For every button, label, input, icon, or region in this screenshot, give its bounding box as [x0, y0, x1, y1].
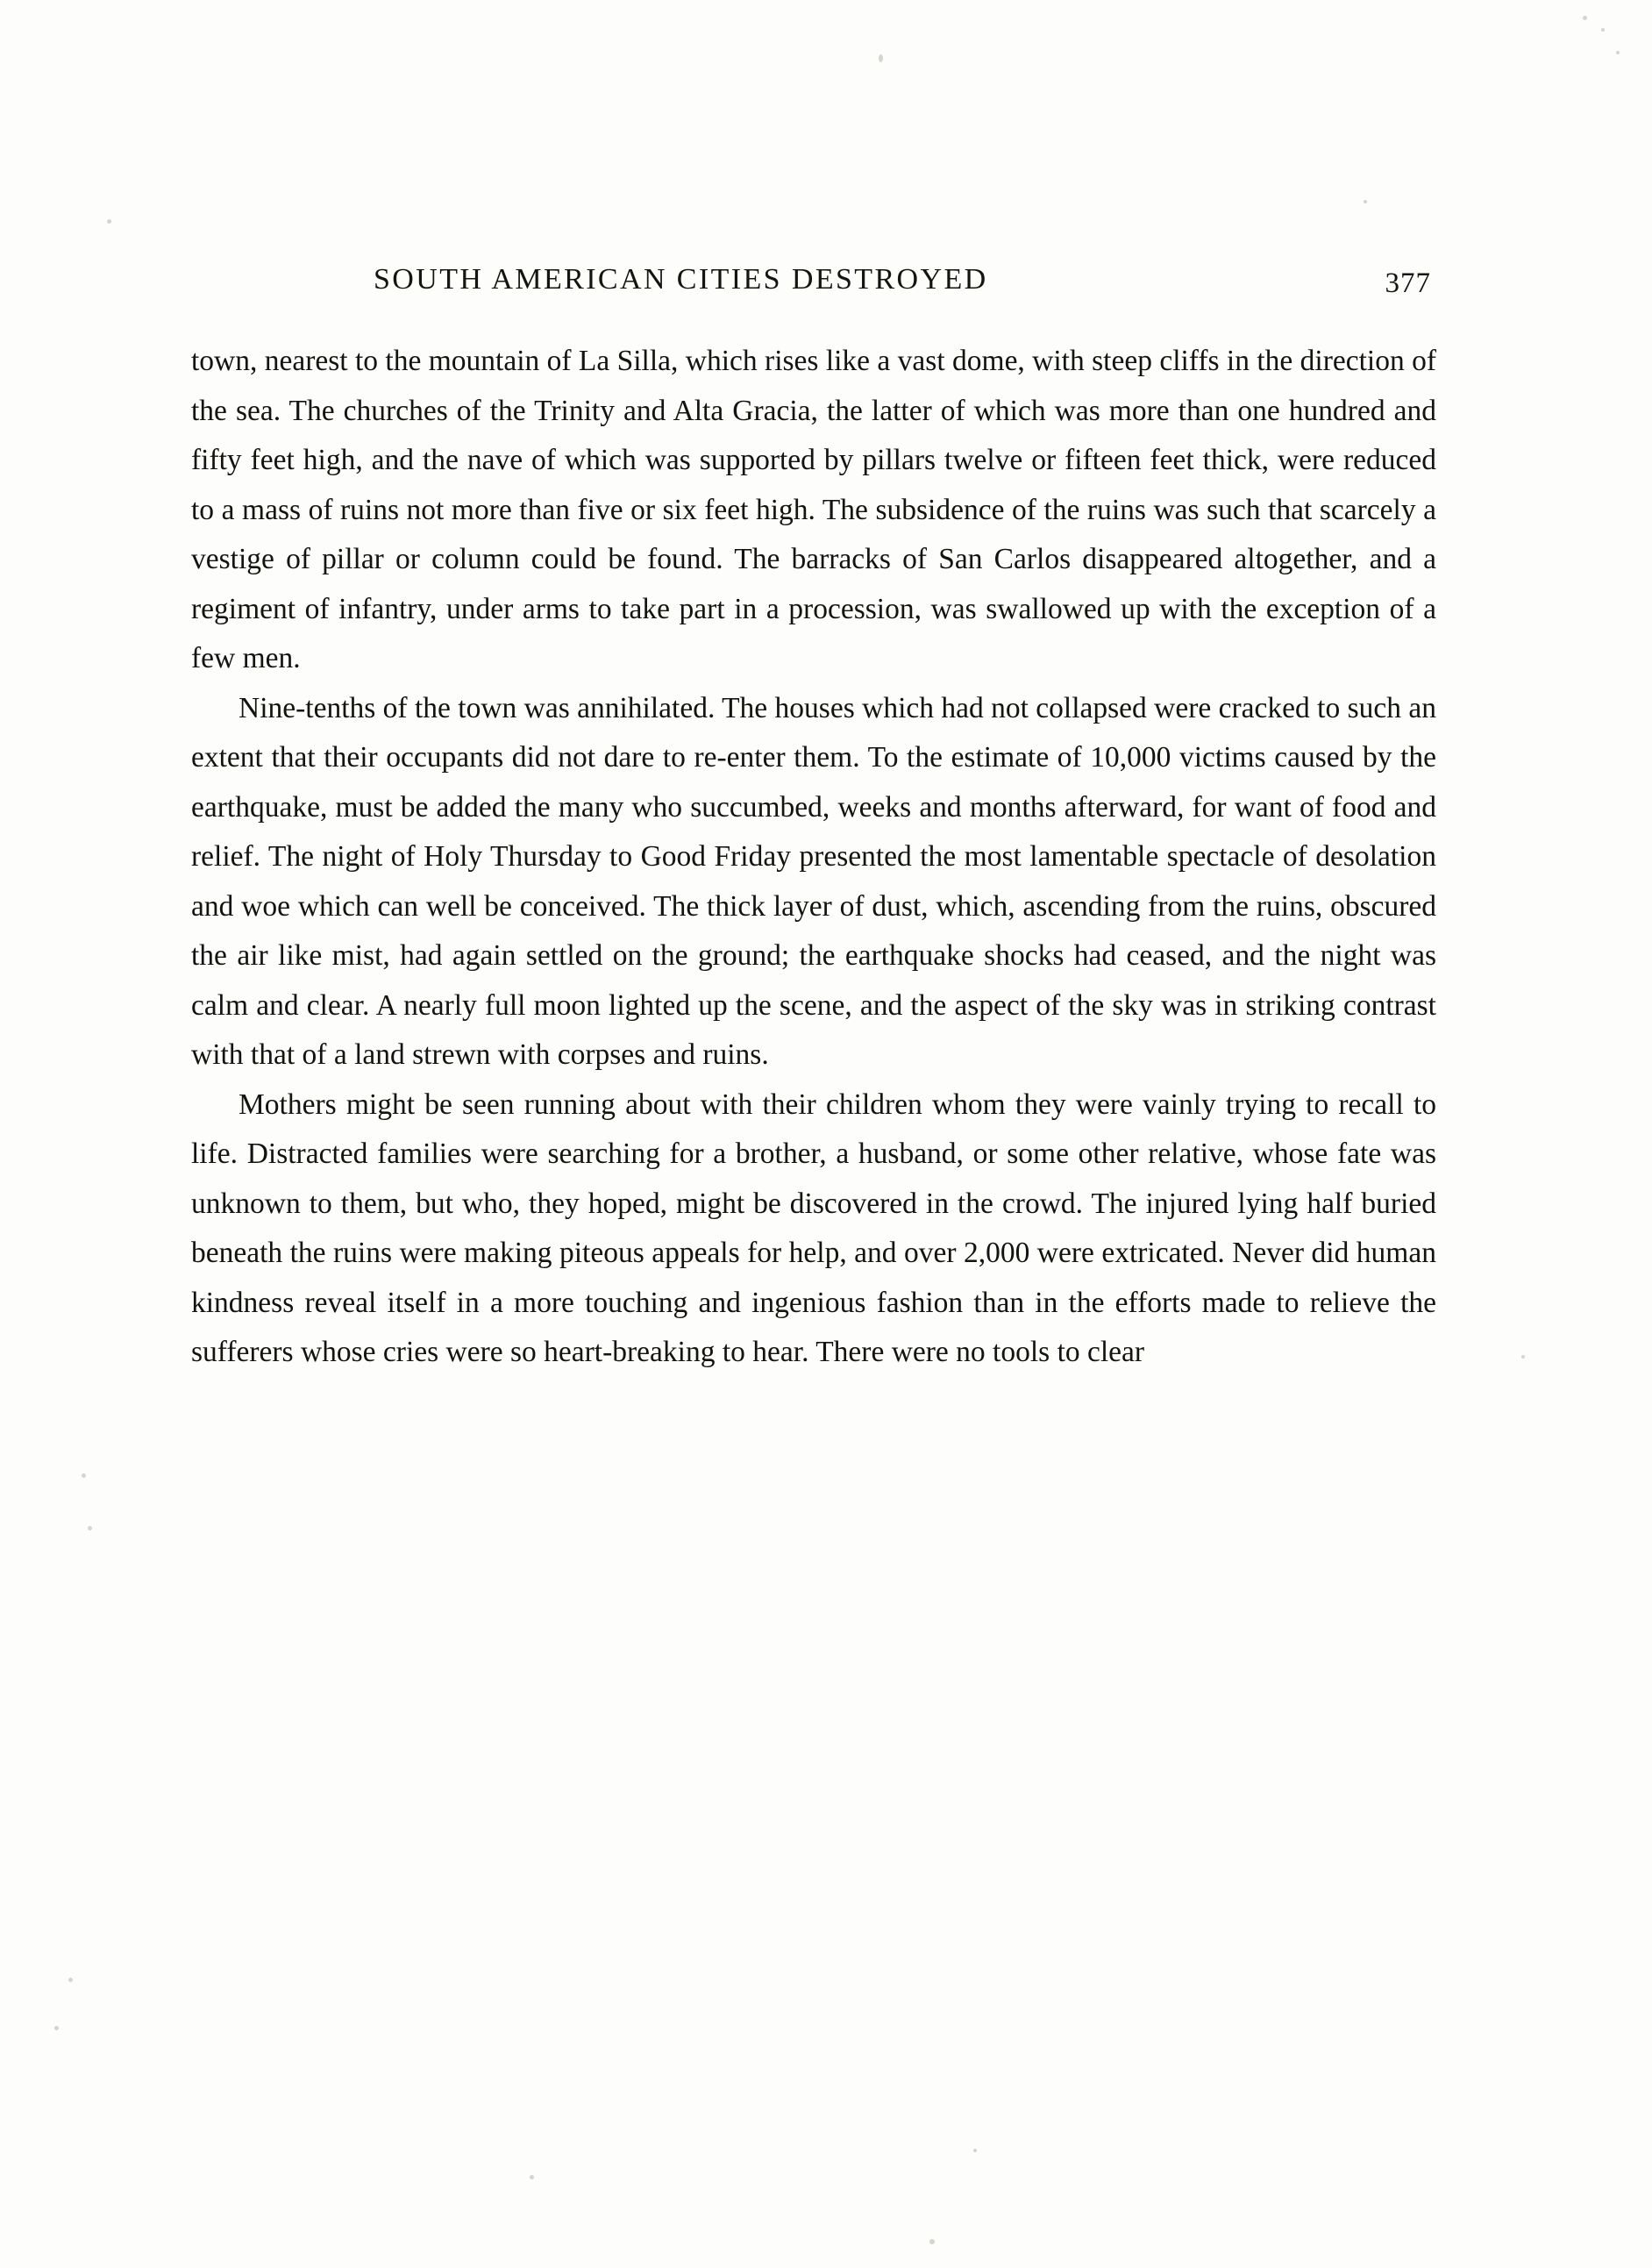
paper-speck — [879, 54, 883, 62]
paper-speck — [1616, 51, 1620, 54]
paper-speck — [1583, 16, 1587, 20]
paper-speck — [530, 2175, 534, 2179]
page-header — [191, 263, 1436, 299]
paper-speck — [68, 1978, 73, 1982]
paragraph: town, nearest to the mountain of La Silla, which rises like a vast dome, with steep cliffs in the direction of the sea. The churches of the Trinity and Alta Gracia, the latter of which was more than one hundred and fifty feet high, and the nave of which was supported by pillars twelve or fifteen feet thick, were reduced to a mass of ruins not more than five or six feet high. The subsidence of the ruins was such that scarcely a vestige of pillar or column could be found. The barracks of San Carlos disappeared altogether, and a regiment of infantry, under arms to take part in a procession, was swallowed up with the exception of a few men. — [191, 345, 1437, 674]
paragraph: Nine-tenths of the town was annihilated. The houses which had not collapsed were cracked to such an extent that their occupants did not dare to re-enter them. To the estimate of 10,000 victims caused by the earthquake, must be added the many who succumbed, weeks and months afterward, for want of food and relief. The night of Holy Thursday to Good Friday presented the most lamentable spectacle of desolation and woe which can well be conceived. The thick layer of dust, which, ascending from the ruins, obscured the air like mist, had again settled on the ground; the earthquake shocks had ceased, and the night was calm and clear. A nearly full moon lighted up the scene, and the aspect of the sky was in striking contrast with that of a land strewn with corpses and ruins. — [191, 691, 1436, 1071]
paragraph: Mothers might be seen running about with their children whom they were vainly trying to recall to life. Distracted families were searching for a brother, a husband, or some other relative, whose fate was unknown to them, but who, they hoped, might be discovered in the crowd. The injured lying half buried beneath the ruins were making piteous appeals for help, and over 2,000 were extricated. Never did human kindness reveal itself in a more touching and ingenious fashion than in the efforts made to relieve the sufferers whose cries were so heart-breaking to hear. There were no tools to clear — [191, 1088, 1436, 1368]
paper-speck — [929, 2239, 935, 2244]
page-number: 377 — [1385, 267, 1431, 299]
page-content — [191, 263, 1436, 1378]
running-head: SOUTH AMERICAN CITIES DESTROYED — [374, 263, 988, 296]
paper-speck — [973, 2149, 977, 2152]
paper-speck — [1521, 1355, 1525, 1359]
paper-speck — [54, 2026, 59, 2030]
paper-speck — [88, 1526, 92, 1530]
paper-speck — [107, 219, 111, 224]
paper-speck — [82, 1473, 86, 1478]
body-text — [191, 337, 1436, 1378]
paper-speck — [1364, 200, 1367, 203]
paper-speck — [1601, 28, 1605, 32]
